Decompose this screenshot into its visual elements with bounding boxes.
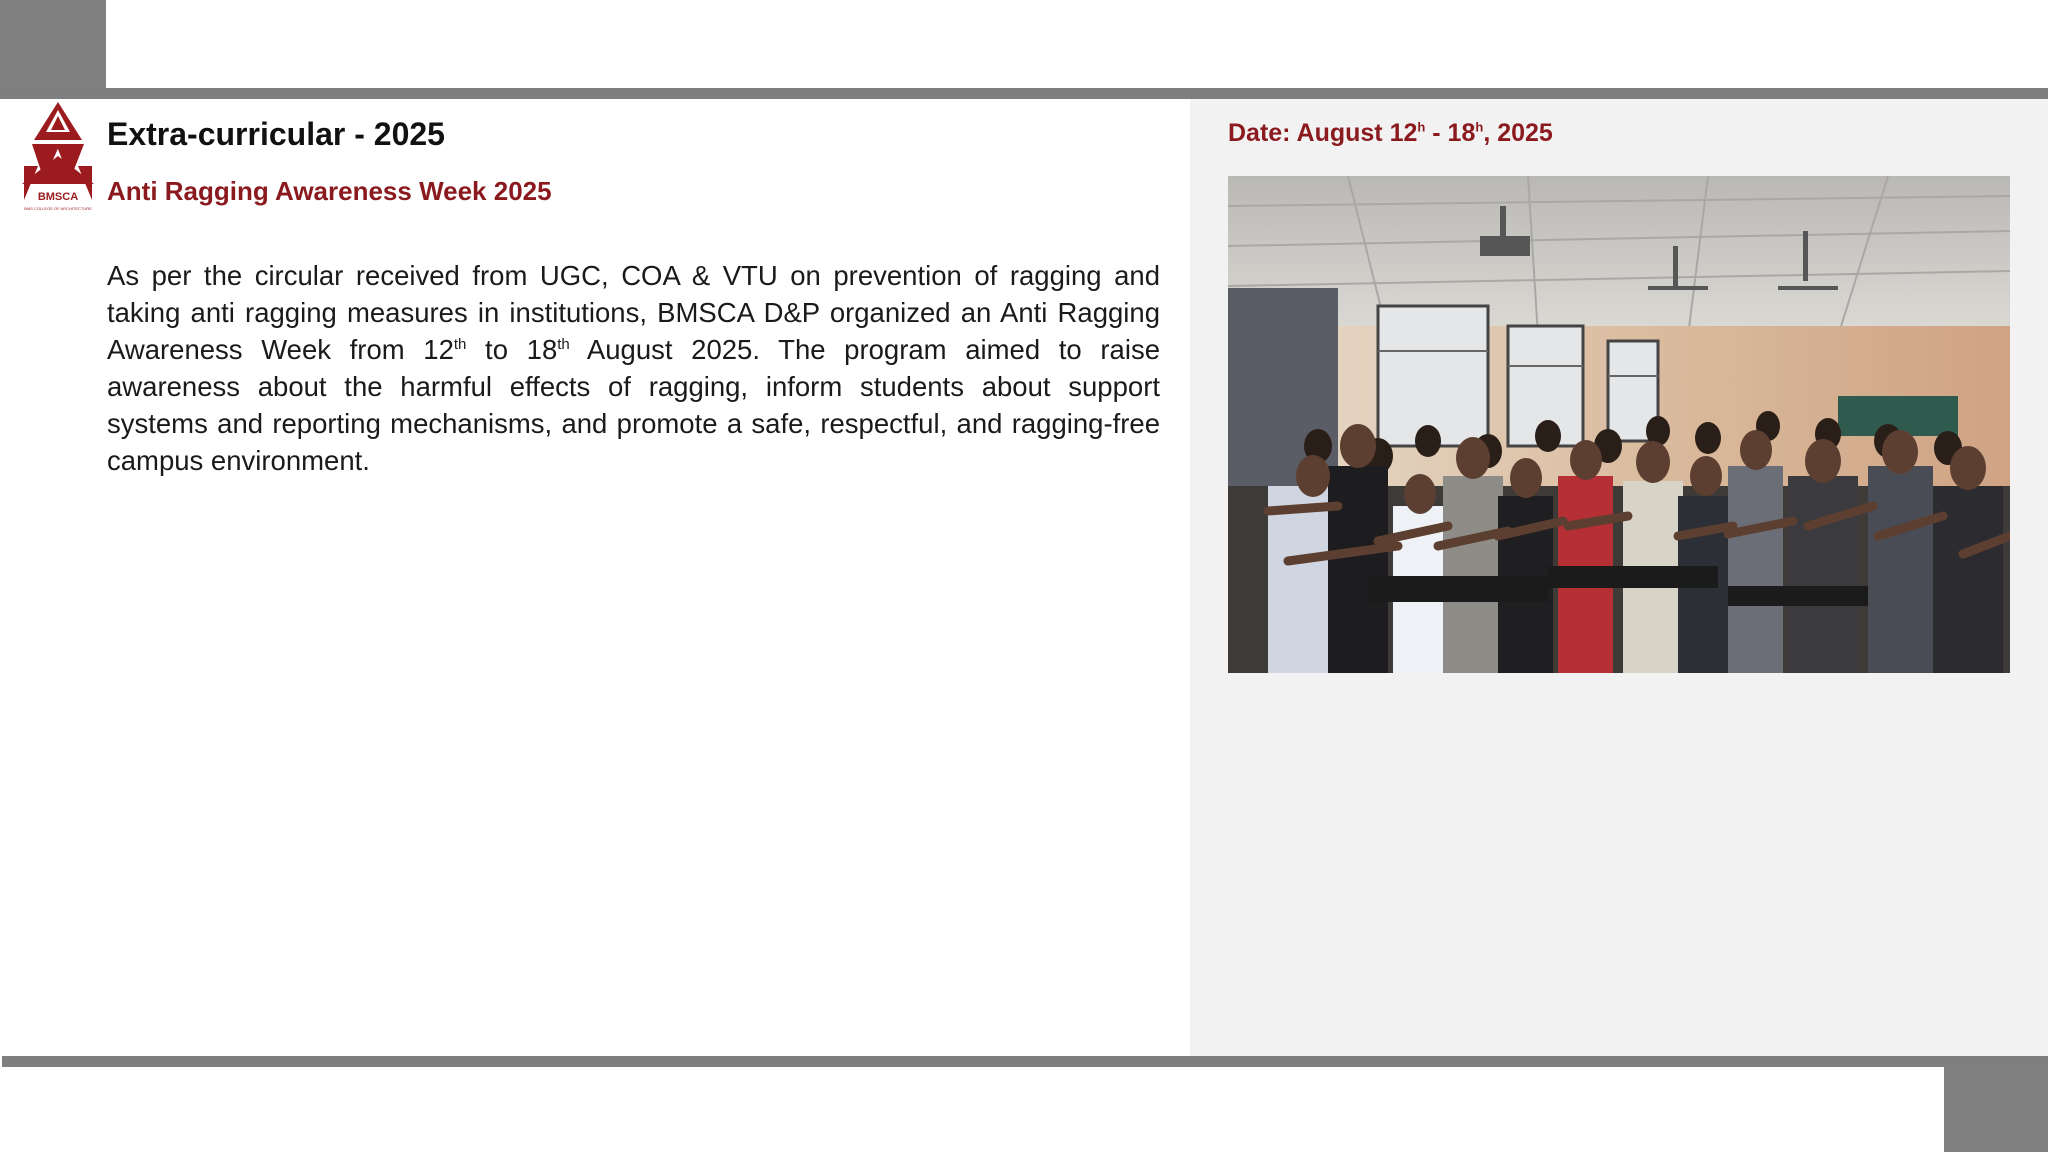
description-part-1: As per the circular received from UGC, COA & VTU on prevention of ragging and taking anti ragging measures in institutions, BMSCA D&P organized an Anti Ragging Awareness Week from 12 <box>107 260 1160 365</box>
page-title: Extra-curricular - 2025 <box>107 116 445 152</box>
corner-block-bottom-right <box>1944 1067 2048 1152</box>
date-prefix: Date: August 12 <box>1228 119 1418 147</box>
event-description <box>107 257 1160 479</box>
footer-divider-bar <box>2 1056 2048 1067</box>
event-photo-illustration <box>1228 176 2010 673</box>
date-middle: - 18 <box>1425 119 1476 147</box>
logo-tagline: BMS COLLEGE OF ARCHITECTURE <box>24 206 92 211</box>
date-suffix: , 2025 <box>1483 119 1553 147</box>
description-part-3: August 2025. The program aimed to raise awareness about the harmful effects of ragging, inform students about support systems and reporting mechanisms, and promote a safe, respectful, and ragging-free campus environment. <box>107 334 1160 476</box>
header-divider-bar <box>0 88 2048 99</box>
description-part-2: to 18 <box>466 334 558 365</box>
event-date <box>1228 119 1553 148</box>
page-subtitle: Anti Ragging Awareness Week 2025 <box>107 176 552 206</box>
description-superscript-1: th <box>453 335 467 353</box>
date-superscript-2: h <box>1475 119 1484 135</box>
description-superscript-2: th <box>557 335 570 353</box>
date-superscript-1: h <box>1417 119 1426 135</box>
event-photo <box>1228 176 2010 673</box>
corner-block-top-left <box>0 0 106 88</box>
bmsca-logo <box>20 100 96 212</box>
logo-text: BMSCA <box>37 191 79 203</box>
